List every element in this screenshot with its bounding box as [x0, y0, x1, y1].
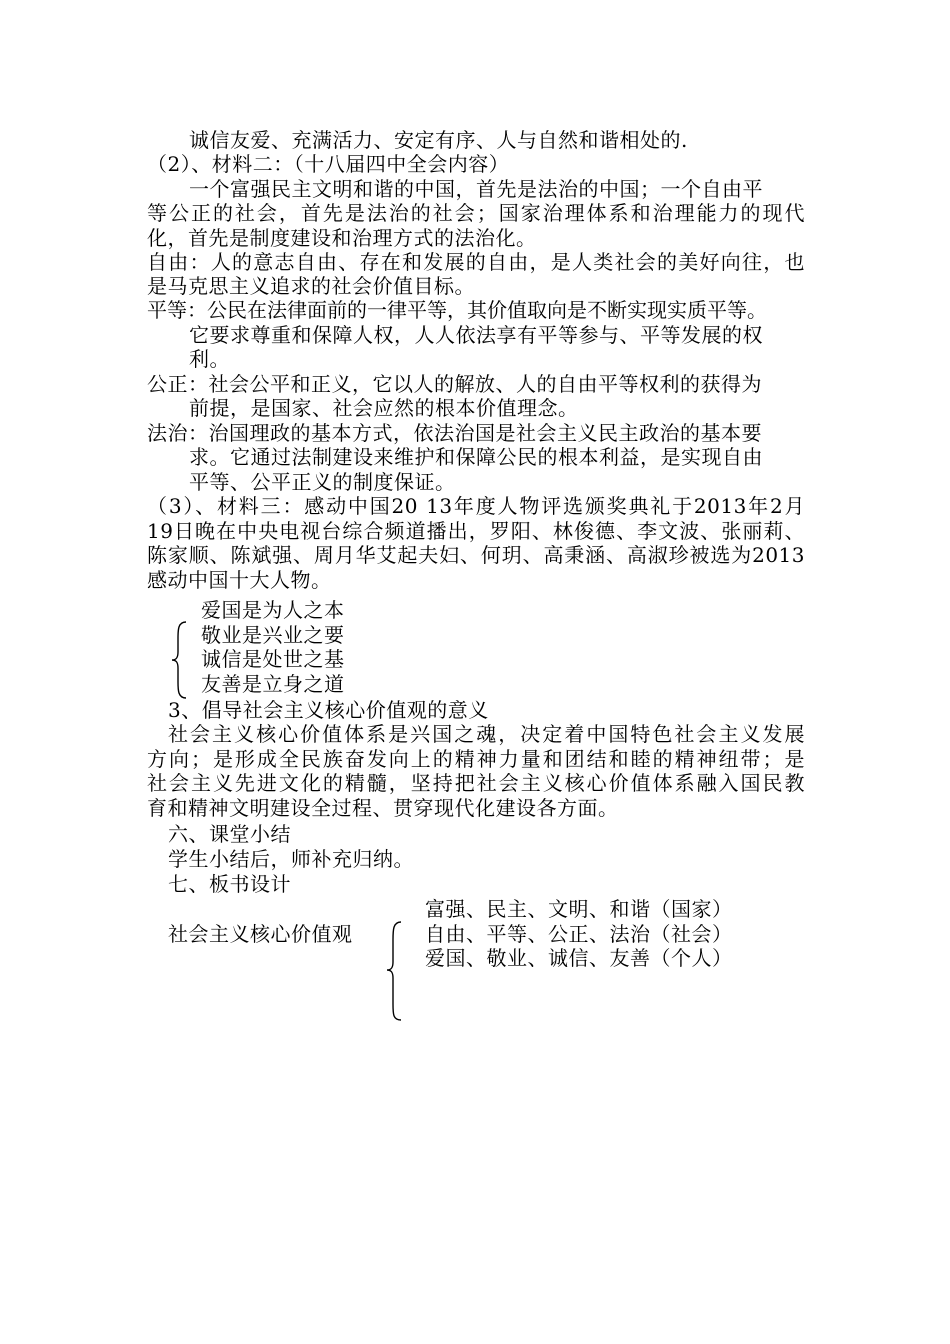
section-heading: （2）、材料二：（十八届四中全会内容）: [147, 152, 510, 176]
definition-line: 平等：公民在法律面前的一律平等，其价值取向是不断实现实质平等。: [147, 298, 767, 322]
list-item: 敬业是兴业之要: [201, 623, 345, 647]
text-line: 学生小结后，师补充归纳。: [168, 847, 414, 871]
text-line: 感动中国十大人物。: [147, 568, 332, 592]
text-line: 它要求尊重和保障人权，人人依法享有平等参与、平等发展的权: [189, 323, 763, 347]
text-line: 陈家顺、陈斌强、周月华艾起夫妇、何玥、高秉涵、高淑珍被选为2013: [147, 543, 805, 567]
text-line: 化，首先是制度建设和治理方式的法治化。: [147, 226, 537, 250]
section-heading: 3、倡导社会主义核心价值观的意义: [168, 698, 489, 722]
section-heading: 七、板书设计: [168, 872, 291, 896]
definition-line: 公正：社会公平和正义，它以人的解放、人的自由平等权利的获得为: [147, 372, 762, 396]
text-line: 前提，是国家、社会应然的根本价值理念。: [189, 396, 579, 420]
text-line: 育和精神文明建设全过程、贯穿现代化建设各方面。: [147, 796, 619, 820]
text-line: 平等、公平正义的制度保证。: [189, 470, 456, 494]
text-line: 一个富强民主文明和谐的中国，首先是法治的中国；一个自由平: [189, 177, 763, 201]
definition-line: 自由：人的意志自由、存在和发展的自由，是人类社会的美好向往，也: [147, 250, 805, 274]
text-line: 求。它通过法制建设来维护和保障公民的根本利益，是实现自由: [189, 445, 763, 469]
board-title: 社会主义核心价值观: [168, 922, 353, 946]
board-item: 自由、平等、公正、法治（社会）: [425, 922, 733, 946]
text-line: 方向；是形成全民族奋发向上的精神力量和团结和睦的精神纽带；是: [147, 747, 805, 771]
text-line: 19日晚在中央电视台综合频道播出，罗阳、林俊德、李文波、张丽莉、: [147, 519, 805, 543]
text-line: 等公正的社会，首先是法治的社会；国家治理体系和治理能力的现代: [147, 201, 805, 225]
list-item: 诚信是处世之基: [201, 647, 345, 671]
board-item: 爱国、敬业、诚信、友善（个人）: [425, 946, 733, 970]
section-heading: 六、课堂小结: [168, 822, 291, 846]
text-line: 社会主义先进文化的精髓，坚持把社会主义核心价值体系融入国民教: [147, 771, 805, 795]
list-item: 友善是立身之道: [201, 672, 345, 696]
left-brace: [168, 620, 192, 700]
board-brace: [383, 920, 407, 1022]
text-line: 利。: [189, 347, 230, 371]
list-item: 爱国是为人之本: [201, 598, 345, 622]
text-line: 诚信友爱、充满活力、安定有序、人与自然和谐相处的.: [189, 128, 688, 152]
board-item: 富强、民主、文明、和谐（国家）: [425, 897, 733, 921]
section-heading: （3）、材料三：感动中国20 13年度人物评选颁奖典礼于2013年2月: [147, 494, 805, 518]
text-line: 社会主义核心价值体系是兴国之魂，决定着中国特色社会主义发展: [168, 722, 805, 746]
definition-line: 法治：治国理政的基本方式，依法治国是社会主义民主政治的基本要: [147, 421, 762, 445]
text-line: 是马克思主义追求的社会价值目标。: [147, 274, 475, 298]
